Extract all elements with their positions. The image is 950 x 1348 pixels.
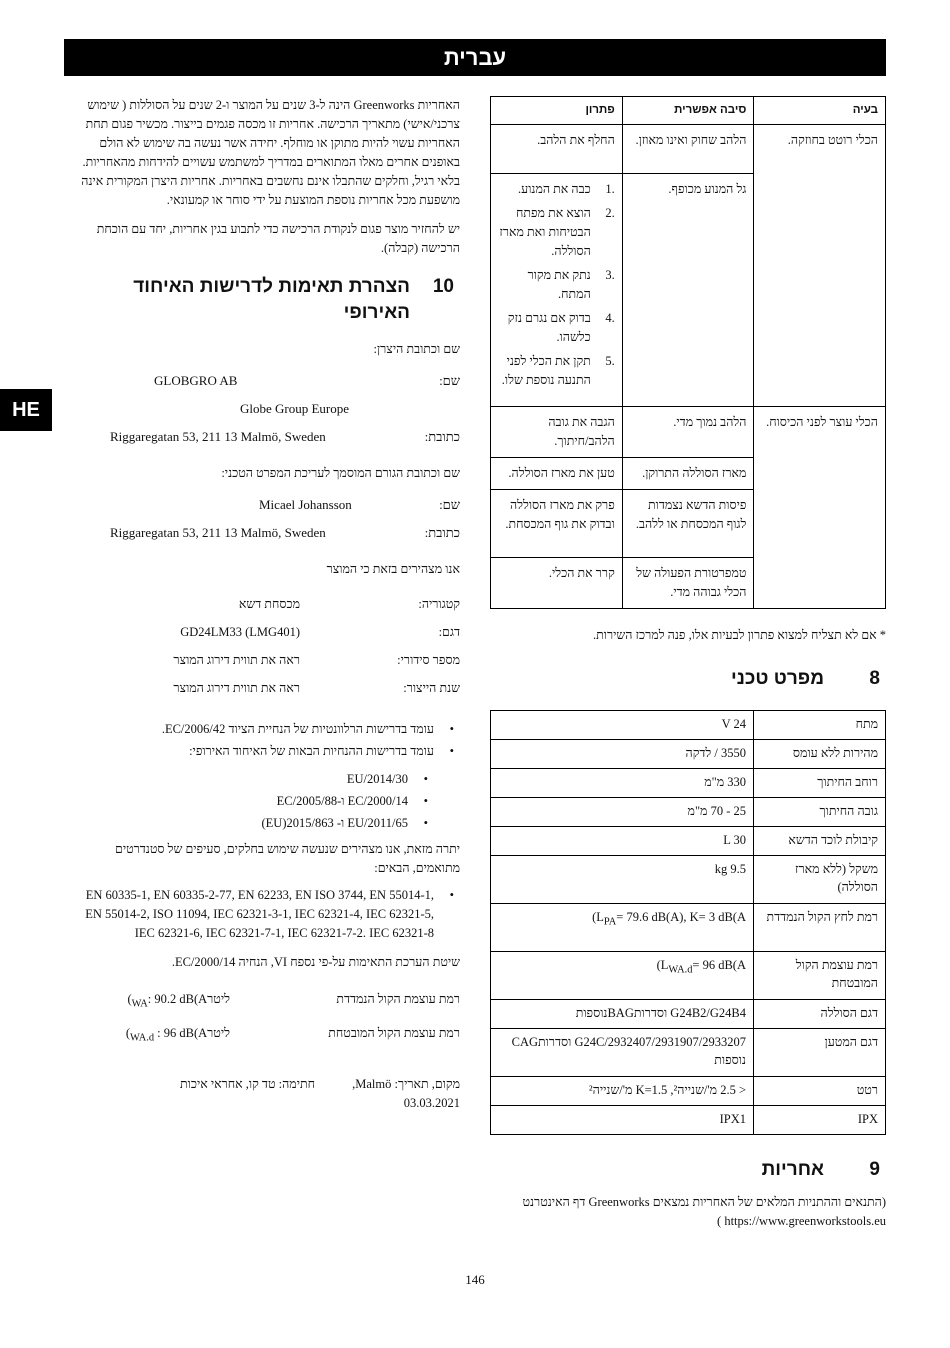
serial-row xyxy=(68,651,460,670)
serial-value: ראה את תווית דירוג המוצר xyxy=(173,653,300,667)
measured-label: רמת עוצמת הקול הנמדדת xyxy=(336,992,460,1006)
step-text: תקן את הכלי לפני התנעה נוספת שלו. xyxy=(501,354,591,387)
table-row xyxy=(491,904,886,952)
manufacturer-address: Riggaregatan 53, 211 13 Malmö, Sweden xyxy=(110,429,326,444)
model-value: GD24LM33 (LMG401) xyxy=(180,625,300,639)
table-row xyxy=(491,769,886,798)
spec-value: 3550 / לדקה xyxy=(491,740,754,769)
guaranteed-label: רמת עוצמת הקול המובטחת xyxy=(328,1025,460,1040)
solution-cell: החלף את הלהב. xyxy=(491,125,623,174)
place-date-block xyxy=(325,1075,460,1113)
place-value: Malmö, xyxy=(352,1077,392,1091)
value-ltr: ($_{WA.d}$ : 96 dB(A xyxy=(125,1025,208,1043)
warranty-paragraph: האחריות Greenworks הינה ל-3 שנים על המוצר ו-2 שנים על הסוללות ( שימוש צרכני/אישי) מתאריך הרכישה. אחריות זו מכסה פגמים בייצור. מכשיר פגום תחת האחריות עשוי להיות מתוקן או מוחלף. יחידה אשר נעשה בה שימוש לא הולם באופנים אחרים מאלו המתוארים במדריך למשתמש עשויים להידחות מהאחריות. בלאי רגיל, וחלקים שהתבלו אינם נחשבים באחריות. אחריות היצרן המקורית אינה מושפעת מכל אחריות נוספת המוצעת על ידי סוחר או קמעונאי. xyxy=(81,98,460,207)
year-label: שנת הייצור: xyxy=(403,681,460,695)
spec-value: 25 - 70 מ"מ xyxy=(491,798,754,827)
value-rest: : 90.2 dB(A xyxy=(147,992,208,1006)
page-number: 146 xyxy=(465,1272,485,1287)
value-prefix: ליטר xyxy=(207,992,230,1006)
category-label: קטגוריה: xyxy=(418,597,460,611)
value-prefix: (L xyxy=(592,910,604,924)
sound-pressure-value xyxy=(592,910,746,928)
manufacturer-name2-row xyxy=(68,399,460,418)
list-item xyxy=(498,204,615,261)
standards-intro: יתרה מזאת, אנו מצהירים שנעשה שימוש בחלקים, סעיפים של סטנדרטים מתואמים, הבאים: xyxy=(115,842,460,875)
table-header-row xyxy=(491,97,886,125)
section-8-heading xyxy=(490,666,886,692)
section-title: מפרט טכני xyxy=(731,668,824,689)
tech-address-row xyxy=(68,523,460,542)
return-paragraph: יש להחזיר מוצר פגום לנקודת הרכישה כדי לתבוע בגין אחריות, יחד עם הוכחת הרכישה (קבלה). xyxy=(96,222,460,255)
spec-label: רטט xyxy=(754,1077,886,1106)
section-title: אחריות xyxy=(761,1159,824,1180)
right-column xyxy=(490,96,886,1231)
spec-label: דגם הסוללה xyxy=(754,1000,886,1029)
service-note: * אם לא תצליח למצוא פתרון לבעיות אלו, פנה למרכז השירות. xyxy=(593,628,886,642)
warranty-link-text: (התנאים וההתניות המלאים של האחריות נמצאים Greenworks דף האינטרנט https://www.greenworkstools.eu ) xyxy=(522,1195,886,1228)
year-value: ראה את תווית דירוג המוצר xyxy=(173,681,300,695)
spec-label: IPX xyxy=(754,1106,886,1135)
step-number: 4. xyxy=(605,311,615,325)
value-subscript: WA.d xyxy=(668,964,693,976)
step-number: 5. xyxy=(605,354,615,368)
cause-cell: הלהב שחוק ואינו מאוזן. xyxy=(622,125,754,174)
list-item: • EN 60335-1, EN 60335-2-77, EN 62233, EN ISO 3744, EN 55014-1, EN 55014-2, ISO 11094, IEC 62321-3-1, IEC 62321-4, IEC 62321-5, IEC 62321-6, IEC 62321-7-1, IEC 62321-7-2. IEC 62321-8 xyxy=(68,886,460,943)
problem-cell: הכלי עוצר לפני הכיסוח. xyxy=(754,407,886,609)
solution-steps-cell xyxy=(491,174,623,407)
assessment-method: שיטת הערכת התאימות על-פי נספח VI, הנחיה EC/2000/14. xyxy=(171,955,460,969)
model-row xyxy=(68,623,460,642)
table-row xyxy=(491,125,886,174)
step-number: 3. xyxy=(605,268,615,282)
spec-value: L 30 xyxy=(491,827,754,856)
list-item: • EU/2011/65 ו- EU)2015/863) xyxy=(68,812,434,834)
cause-cell: מארז הסוללה התרוקן. xyxy=(622,458,754,490)
value-subscript: PA xyxy=(603,916,617,928)
list-item: • עומד בדרישות ההנחיות הבאות של האיחוד האירופי: xyxy=(68,740,460,762)
spec-value: G24C/2932407/2931907/2933207 וסדרותCAG נוספות xyxy=(491,1029,754,1077)
spec-value: < 2.5 מ'/שנייה², K=1.5 מ'/שנייה² xyxy=(491,1077,754,1106)
solution-cell: קרר את הכלי. xyxy=(491,558,623,609)
declare-text: אנו מצהירים בזאת כי המוצר xyxy=(326,562,460,576)
list-item: • EC/2000/14 ו-EC/2005/88 xyxy=(68,790,434,812)
step-number: 2. xyxy=(605,206,615,220)
solution-cell: פרק את מארז הסוללה ובדוק את גוף המכסחת. xyxy=(491,490,623,558)
cause-cell: טמפרטורת הפעולה של הכלי גבוהה מדי. xyxy=(622,558,754,609)
table-row xyxy=(491,1106,886,1135)
table-row xyxy=(491,952,886,1000)
tech-address: Riggaregatan 53, 211 13 Malmö, Sweden xyxy=(110,525,326,540)
solution-cell: הגבה את גובה הלהב/חיתוך. xyxy=(491,407,623,458)
spec-value xyxy=(491,952,754,1000)
spec-label: מהירות ללא עומס xyxy=(754,740,886,769)
standards-list xyxy=(68,886,460,943)
cause-cell: פיסות הדשא נצמדות לגוף המכסחת או ללהב. xyxy=(622,490,754,558)
category-value: מכסחת דשא xyxy=(238,597,300,611)
step-number: 1. xyxy=(605,182,615,196)
directives-list xyxy=(68,768,460,834)
manufacturer-name2: Globe Group Europe xyxy=(240,401,350,416)
manufacturer-address-row xyxy=(68,427,460,446)
step-text: בדוק אם נגרם נזק כלשהו. xyxy=(507,311,591,344)
measured-value xyxy=(68,990,300,1014)
category-row xyxy=(68,595,460,614)
header-problem: בעיה xyxy=(754,97,886,125)
cause-cell: הלהב נמוך מדי. xyxy=(622,407,754,458)
year-row xyxy=(68,679,460,698)
value-rest: = 96 dB(A xyxy=(692,958,746,972)
section-number: 9 xyxy=(869,1159,880,1180)
table-row xyxy=(491,1077,886,1106)
tech-name: Micael Johansson xyxy=(259,497,352,512)
value-rest: = 79.6 dB(A), K= 3 dB(A xyxy=(616,910,746,924)
spec-label: רוחב החיתוך xyxy=(754,769,886,798)
left-column xyxy=(68,96,460,1113)
step-text: כבה את המנוע. xyxy=(518,182,591,196)
spec-label: רמת עוצמת הקול המובטחת xyxy=(754,952,886,1000)
place-label: מקום, תאריך: xyxy=(394,1077,460,1091)
value-ltr: ($_{WA}$: 90.2 dB(A xyxy=(127,992,208,1010)
spec-value: G24B2/G24B4 וסדרותBAGנוספות xyxy=(491,1000,754,1029)
guaranteed-value xyxy=(68,1024,300,1048)
tech-file-label: שם וכתובת הגורם המוסמך לעריכת המפרט הטכני: xyxy=(221,466,460,480)
value-rest: : 96 dB(A xyxy=(154,1025,208,1040)
section-number: 10 xyxy=(432,276,454,297)
manufacturer-label: שם וכתובת היצרן: xyxy=(373,342,460,356)
address-label: כתובת: xyxy=(424,429,460,444)
header-solution: פתרון xyxy=(491,97,623,125)
cause-cell: גל המנוע מכופף. xyxy=(622,174,754,407)
table-row xyxy=(491,1000,886,1029)
address-label: כתובת: xyxy=(424,525,460,540)
spec-value xyxy=(491,904,754,952)
table-row xyxy=(491,798,886,827)
manufacturer-name: GLOBGRO AB xyxy=(154,373,238,388)
solution-steps xyxy=(498,180,615,390)
tech-name-row xyxy=(68,495,460,514)
signature-label: חתימה: טד קו, אחראי איכות xyxy=(180,1077,315,1091)
spec-label: גובה החיתוך xyxy=(754,798,886,827)
table-row xyxy=(491,827,886,856)
troubleshooting-table xyxy=(490,96,886,609)
step-text: נתק את מקור המתח. xyxy=(527,268,591,301)
table-row xyxy=(491,1029,886,1077)
value-prefix: ליטר xyxy=(207,1025,230,1040)
spec-label: מתח xyxy=(754,711,886,740)
table-row xyxy=(491,740,886,769)
section-9-heading xyxy=(490,1157,886,1183)
spec-value: V 24 xyxy=(491,711,754,740)
section-title: הצהרת תאימות לדרישות האיחוד האירופי xyxy=(133,276,410,323)
sound-power-value xyxy=(656,958,746,976)
spec-value: IPX1 xyxy=(491,1106,754,1135)
spec-label: דגם המטען xyxy=(754,1029,886,1077)
name-label: שם: xyxy=(439,497,460,512)
solution-cell: טען את מארז הסוללה. xyxy=(491,458,623,490)
spec-label: קיבולת לוכד הדשא xyxy=(754,827,886,856)
language-side-tab: HE xyxy=(0,389,52,431)
model-label: דגם: xyxy=(438,625,460,639)
compliance-list xyxy=(68,718,460,762)
language-header: עברית xyxy=(64,39,886,76)
value-subscript: WA.d xyxy=(130,1032,155,1043)
empty-label xyxy=(380,399,460,418)
value-prefix: (L xyxy=(656,958,669,972)
serial-label: מספר סידורי: xyxy=(397,653,460,667)
list-item xyxy=(498,352,615,390)
manufacturer-name-row xyxy=(68,371,460,390)
place-date-row xyxy=(68,1075,460,1113)
value-subscript: WA xyxy=(131,998,148,1010)
header-cause: סיבה אפשרית xyxy=(622,97,754,125)
list-item xyxy=(498,309,615,347)
spec-value: 330 מ"מ xyxy=(491,769,754,798)
measured-sound-row xyxy=(68,990,460,1014)
list-item: • עומד בדרישות הרלוונטיות של הנחיית הציוד EC/2006/42. xyxy=(68,718,460,740)
spec-label: משקל (ללא מארז הסוללה) xyxy=(754,856,886,904)
table-row xyxy=(491,407,886,458)
table-row xyxy=(491,856,886,904)
problem-cell: הכלי רוטט בחוזקה. xyxy=(754,125,886,407)
table-row xyxy=(491,711,886,740)
spec-value: kg 9.5 xyxy=(491,856,754,904)
list-item xyxy=(498,180,615,199)
date-value: 03.03.2021 xyxy=(403,1096,460,1110)
list-item xyxy=(498,266,615,304)
section-10-heading xyxy=(68,274,460,326)
spec-label: רמת לחץ הקול הנמדדת xyxy=(754,904,886,952)
list-item: • EU/2014/30 xyxy=(68,768,434,790)
spec-table xyxy=(490,710,886,1135)
name-label: שם: xyxy=(439,373,460,388)
step-text: הוצא את מפתח הבטיחות ואת מארז הסוללה. xyxy=(499,206,591,258)
section-number: 8 xyxy=(869,668,880,689)
guaranteed-sound-row xyxy=(68,1024,460,1048)
